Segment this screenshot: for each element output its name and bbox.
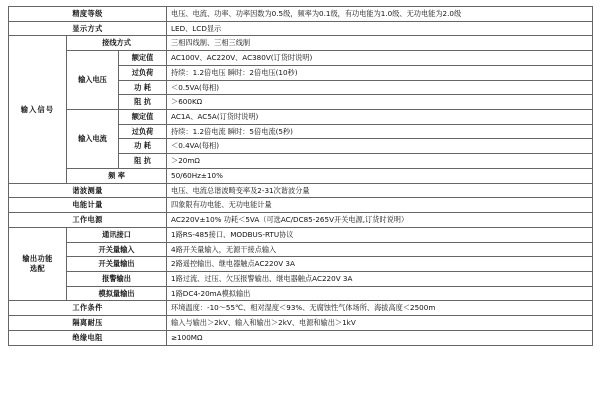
table-row	[9, 227, 593, 242]
table-row	[9, 51, 593, 66]
accuracy-value: 电压、电流、功率、功率因数为0.5级，频率为0.1级，有功电能为1.0级、无功电能为2.0级	[167, 7, 593, 22]
output-function-label-line2: 选配	[29, 264, 46, 274]
table-row	[9, 7, 593, 22]
voltage-power-value: ＜0.5VA(每相)	[167, 80, 593, 95]
digital-input-label: 开关量输入	[67, 242, 167, 257]
table-row	[9, 183, 593, 198]
energy-value: 四象限有功电能、无功电能计量	[167, 198, 593, 213]
accuracy-label: 精度等级	[9, 7, 167, 22]
voltage-overload-label: 过负荷	[119, 65, 167, 80]
frequency-label: 频 率	[67, 168, 167, 183]
display-label: 显示方式	[9, 21, 167, 36]
digital-output-value: 2路遥控输出、继电器触点AC220V 3A	[167, 257, 593, 272]
current-overload-value: 持续：1.2倍电流 瞬时：5倍电流(5秒)	[167, 124, 593, 139]
table-row	[9, 213, 593, 228]
input-signal-label: 输入信号	[9, 36, 67, 183]
voltage-rated-label: 额定值	[119, 51, 167, 66]
input-current-label: 输入电流	[67, 110, 119, 169]
table-row	[9, 36, 593, 51]
display-value: LED、LCD显示	[167, 21, 593, 36]
comm-label: 通讯接口	[67, 227, 167, 242]
comm-value: 1路RS-485接口、MODBUS-RTU协议	[167, 227, 593, 242]
isolation-value: 输入与输出＞2kV、输入和输出＞2kV、电源和输出＞1kV	[167, 316, 593, 331]
insulation-label: 绝缘电阻	[9, 330, 167, 345]
alarm-output-value: 1路过流、过压、欠压报警输出、继电器触点AC220V 3A	[167, 271, 593, 286]
current-overload-label: 过负荷	[119, 124, 167, 139]
table-row	[9, 242, 593, 257]
current-impedance-label: 阻 抗	[119, 154, 167, 169]
table-row	[9, 110, 593, 125]
voltage-impedance-label: 阻 抗	[119, 95, 167, 110]
output-function-label	[9, 227, 67, 301]
analog-output-label: 模拟量输出	[67, 286, 167, 301]
table-row	[9, 286, 593, 301]
digital-input-value: 4路开关量输入，无源干接点输入	[167, 242, 593, 257]
energy-label: 电能计量	[9, 198, 167, 213]
table-row	[9, 301, 593, 316]
harmonic-label: 谐波测量	[9, 183, 167, 198]
output-function-label-line1: 输出功能	[22, 254, 53, 264]
table-row	[9, 257, 593, 272]
table-row	[9, 168, 593, 183]
input-voltage-label: 输入电压	[67, 51, 119, 110]
current-power-label: 功 耗	[119, 139, 167, 154]
table-row	[9, 21, 593, 36]
wiring-value: 三相四线制、三相三线制	[167, 36, 593, 51]
current-rated-value: AC1A、AC5A(订货时说明)	[167, 110, 593, 125]
wiring-label: 接线方式	[67, 36, 167, 51]
table-row	[9, 271, 593, 286]
insulation-value: ≥100MΩ	[167, 330, 593, 345]
current-impedance-value: ＞20mΩ	[167, 154, 593, 169]
power-supply-label: 工作电源	[9, 213, 167, 228]
harmonic-value: 电压、电流总谐波畸变率及2-31次谐波分量	[167, 183, 593, 198]
table-row	[9, 198, 593, 213]
digital-output-label: 开关量输出	[67, 257, 167, 272]
isolation-label: 隔离耐压	[9, 316, 167, 331]
table-row	[9, 330, 593, 345]
alarm-output-label: 报警输出	[67, 271, 167, 286]
voltage-overload-value: 持续：1.2倍电压 瞬时：2倍电压(10秒)	[167, 65, 593, 80]
table-row	[9, 316, 593, 331]
specification-table	[8, 6, 593, 346]
current-rated-label: 额定值	[119, 110, 167, 125]
analog-output-value: 1路DC4-20mA模拟输出	[167, 286, 593, 301]
working-condition-value: 环境温度：-10～55℃、相对湿度＜93%、无腐蚀性气体场所、海拔高度＜2500m	[167, 301, 593, 316]
voltage-impedance-value: ＞600KΩ	[167, 95, 593, 110]
voltage-power-label: 功 耗	[119, 80, 167, 95]
frequency-value: 50/60Hz±10%	[167, 168, 593, 183]
current-power-value: ＜0.4VA(每相)	[167, 139, 593, 154]
voltage-rated-value: AC100V、AC220V、AC380V(订货时说明)	[167, 51, 593, 66]
working-condition-label: 工作条件	[9, 301, 167, 316]
power-supply-value: AC220V±10% 功耗＜5VA（可选AC/DC85-265V开关电源,订货时说明）	[167, 213, 593, 228]
